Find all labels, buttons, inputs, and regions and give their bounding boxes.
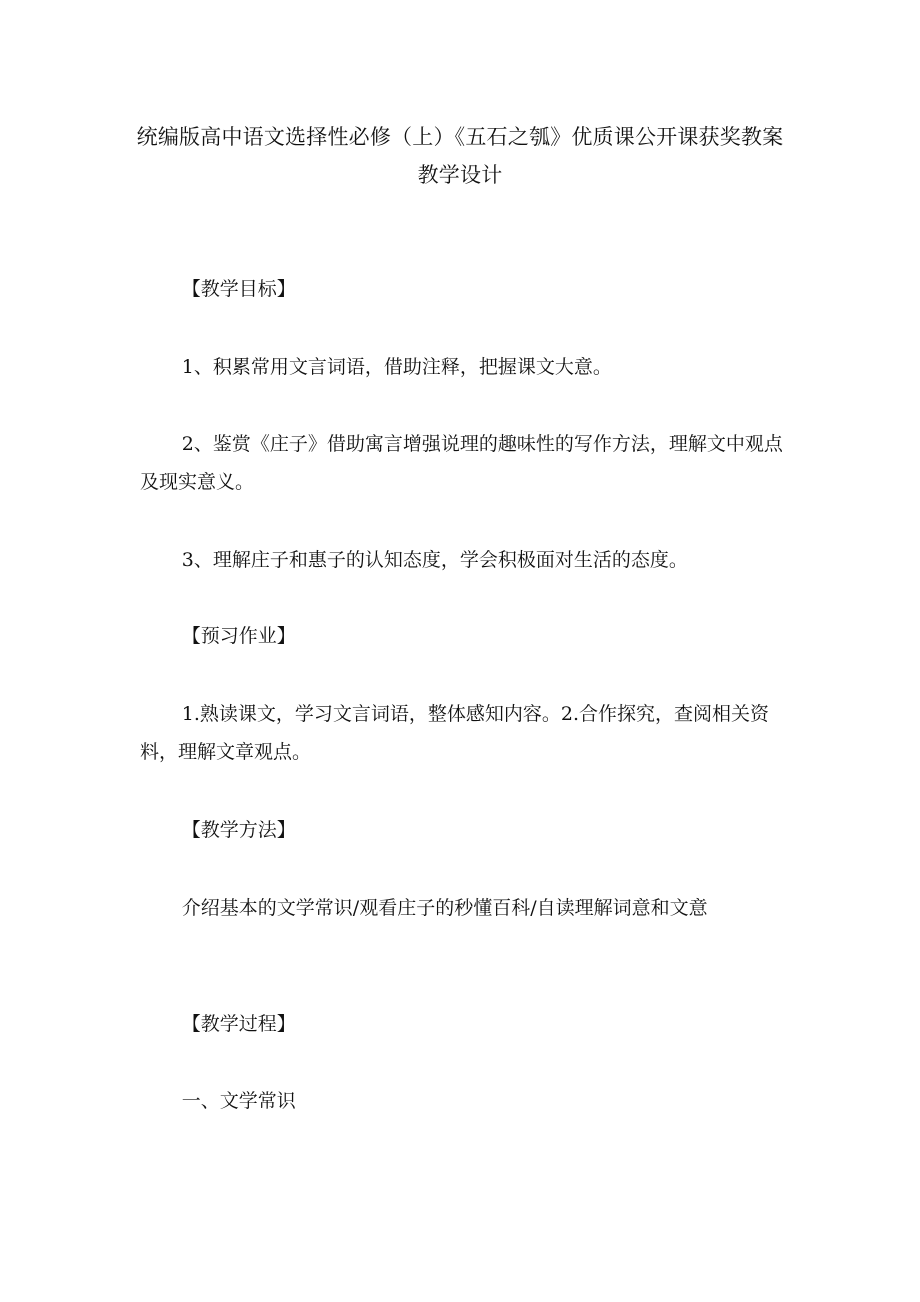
goal-item-3: 3、理解庄子和惠子的认知态度，学会积极面对生活的态度。 — [181, 549, 688, 571]
homework-text: 1.熟读课文，学习文言词语，整体感知内容。2.合作探究，查阅相关资料，理解文章观点。 — [140, 703, 770, 763]
process-item-1: 一、文学常识 — [181, 1090, 296, 1112]
heading-teaching-process: 【教学过程】 — [181, 1013, 296, 1035]
goal-item-2: 2、鉴赏《庄子》借助寓言增强说理的趣味性的写作方法，理解文中观点及现实意义。 — [140, 433, 783, 493]
heading-preview-homework: 【预习作业】 — [181, 625, 296, 647]
heading-teaching-goals: 【教学目标】 — [181, 278, 296, 300]
goal-item-1: 1、积累常用文言词语，借助注释，把握课文大意。 — [181, 356, 612, 378]
heading-teaching-methods: 【教学方法】 — [181, 819, 296, 841]
document-title: 统编版高中语文选择性必修（上）《五石之瓠》优质课公开课获奖教案教学设计 — [136, 125, 784, 187]
methods-text: 介绍基本的文学常识/观看庄子的秒懂百科/自读理解词意和文意 — [181, 897, 708, 919]
